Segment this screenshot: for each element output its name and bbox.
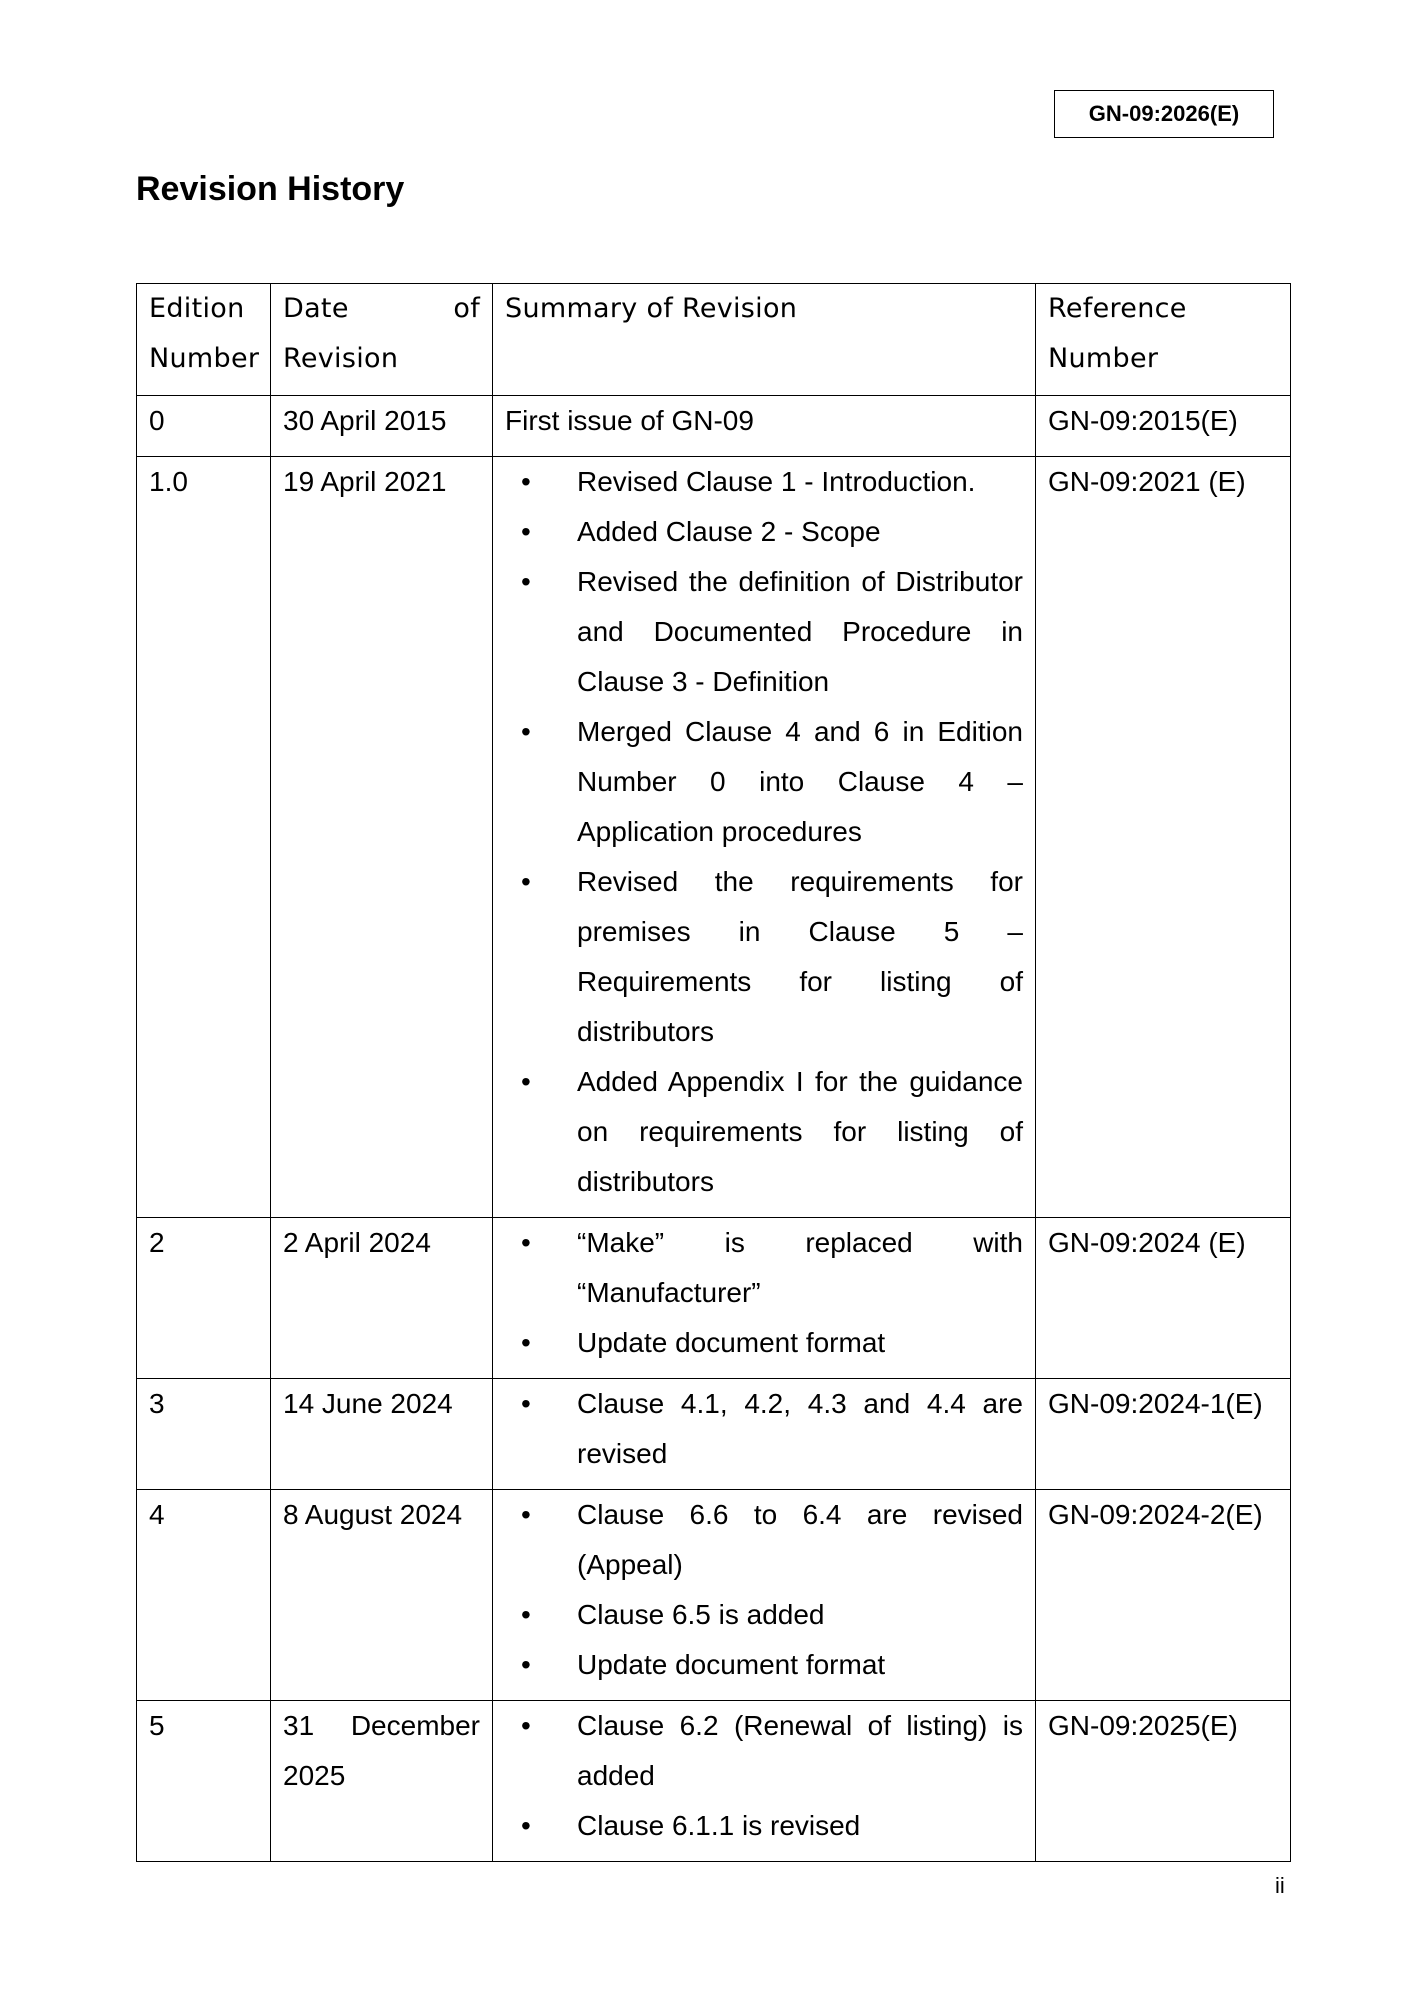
- revision-bullet-list: [505, 1701, 1023, 1851]
- bullet-icon: •: [521, 1810, 531, 1841]
- bullet-icon: •: [521, 1066, 531, 1097]
- revision-bullet-item: [505, 1490, 1023, 1590]
- bullet-text: Clause 6.2 (Renewal of listing) is added: [577, 1710, 1023, 1791]
- edition-number-cell: 3: [137, 1379, 271, 1490]
- table-row: [137, 457, 1291, 1218]
- bullet-text: Clause 4.1, 4.2, 4.3 and 4.4 are revised: [577, 1388, 1023, 1469]
- summary-of-revision-cell: [493, 1379, 1036, 1490]
- edition-number-cell: 0: [137, 396, 271, 457]
- revision-bullet-item: [505, 1801, 1023, 1851]
- reference-number-cell: GN-09:2024-2(E): [1036, 1490, 1291, 1701]
- bullet-text: Clause 6.1.1 is revised: [577, 1810, 861, 1841]
- bullet-text: Revised the definition of Distributor and Documented Procedure in Clause 3 - Definition: [577, 566, 1023, 697]
- table-row: [137, 1218, 1291, 1379]
- document-code-box: [1054, 90, 1274, 138]
- bullet-icon: •: [521, 466, 531, 497]
- revision-bullet-item: [505, 1590, 1023, 1640]
- table-row: [137, 1701, 1291, 1862]
- bullet-text: Added Appendix I for the guidance on requirements for listing of distributors: [577, 1066, 1023, 1197]
- bullet-text: Clause 6.6 to 6.4 are revised (Appeal): [577, 1499, 1023, 1580]
- revision-bullet-list: [505, 457, 1023, 1207]
- edition-number-cell: 2: [137, 1218, 271, 1379]
- summary-of-revision-cell: [493, 1701, 1036, 1862]
- table-row: [137, 1379, 1291, 1490]
- document-code: GN-09:2026(E): [1088, 101, 1240, 126]
- date-of-revision-cell: 19 April 2021: [271, 457, 493, 1218]
- bullet-icon: •: [521, 1388, 531, 1419]
- bullet-text: “Make” is replaced with “Manufacturer”: [577, 1227, 1023, 1308]
- revision-bullet-item: [505, 707, 1023, 857]
- bullet-icon: •: [521, 1227, 531, 1258]
- date-of-revision-cell: 14 June 2024: [271, 1379, 493, 1490]
- table-body: [137, 396, 1291, 1862]
- bullet-text: Clause 6.5 is added: [577, 1599, 825, 1630]
- reference-number-cell: GN-09:2021 (E): [1036, 457, 1291, 1218]
- date-of-revision-cell: 8 August 2024: [271, 1490, 493, 1701]
- revision-bullet-item: [505, 1701, 1023, 1801]
- revision-bullet-item: [505, 1057, 1023, 1207]
- header-edition-number: Edition Number: [137, 284, 271, 396]
- bullet-text: Merged Clause 4 and 6 in Edition Number 0 into Clause 4 – Application procedures: [577, 716, 1023, 847]
- date-of-revision-cell: 2 April 2024: [271, 1218, 493, 1379]
- revision-bullet-item: [505, 457, 1023, 507]
- revision-bullet-item: [505, 557, 1023, 707]
- date-of-revision-cell: 30 April 2015: [271, 396, 493, 457]
- table-row: [137, 396, 1291, 457]
- bullet-text: Revised the requirements for premises in Clause 5 – Requirements for listing of distributors: [577, 866, 1023, 1047]
- revision-bullet-item: [505, 1318, 1023, 1368]
- summary-of-revision-cell: [493, 1218, 1036, 1379]
- revision-bullet-list: [505, 1490, 1023, 1690]
- summary-of-revision-cell: [493, 1490, 1036, 1701]
- header-date-of-revision: [271, 284, 493, 396]
- bullet-text: Update document format: [577, 1649, 886, 1680]
- edition-number-cell: 4: [137, 1490, 271, 1701]
- summary-of-revision-cell: First issue of GN-09: [493, 396, 1036, 457]
- revision-bullet-item: [505, 1640, 1023, 1690]
- revision-bullet-item: [505, 507, 1023, 557]
- page-title: Revision History: [136, 170, 405, 208]
- bullet-icon: •: [521, 716, 531, 747]
- header-summary-of-revision: Summary of Revision: [493, 284, 1036, 396]
- reference-number-cell: GN-09:2025(E): [1036, 1701, 1291, 1862]
- bullet-text: Update document format: [577, 1327, 886, 1358]
- header-revision-word: Revision: [283, 343, 399, 374]
- edition-number-cell: 1.0: [137, 457, 271, 1218]
- revision-bullet-item: [505, 1379, 1023, 1479]
- header-reference-number: Reference Number: [1036, 284, 1291, 396]
- bullet-icon: •: [521, 1327, 531, 1358]
- bullet-text: Revised Clause 1 - Introduction.: [577, 466, 976, 497]
- bullet-text: Added Clause 2 - Scope: [577, 516, 881, 547]
- revision-bullet-item: [505, 857, 1023, 1057]
- bullet-icon: •: [521, 516, 531, 547]
- bullet-icon: •: [521, 1499, 531, 1530]
- header-date-word: Date: [283, 293, 349, 324]
- revision-history-table: [136, 283, 1291, 1862]
- bullet-icon: •: [521, 1710, 531, 1741]
- reference-number-cell: GN-09:2024-1(E): [1036, 1379, 1291, 1490]
- reference-number-cell: GN-09:2024 (E): [1036, 1218, 1291, 1379]
- date-of-revision-cell: 31 December 2025: [271, 1701, 493, 1862]
- header-of-word: of: [453, 293, 480, 324]
- bullet-icon: •: [521, 866, 531, 897]
- revision-bullet-list: [505, 1218, 1023, 1368]
- revision-bullet-item: [505, 1218, 1023, 1318]
- table-row: [137, 1490, 1291, 1701]
- bullet-icon: •: [521, 1649, 531, 1680]
- revision-bullet-list: [505, 1379, 1023, 1479]
- summary-of-revision-cell: [493, 457, 1036, 1218]
- bullet-icon: •: [521, 1599, 531, 1630]
- reference-number-cell: GN-09:2015(E): [1036, 396, 1291, 457]
- page-number: ii: [1275, 1873, 1285, 1898]
- bullet-icon: •: [521, 566, 531, 597]
- edition-number-cell: 5: [137, 1701, 271, 1862]
- table-header-row: [137, 284, 1291, 396]
